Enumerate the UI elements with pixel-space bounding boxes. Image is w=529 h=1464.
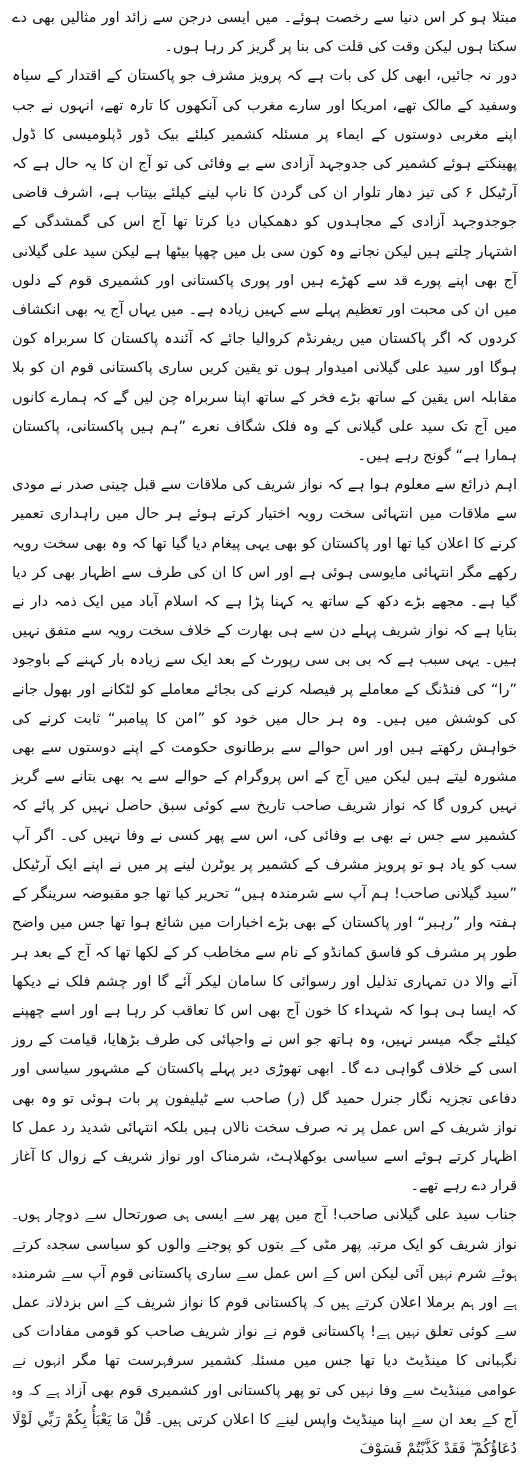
article-paragraph-2: دور نہ جائیں، ابھی کل کی بات ہے کہ پرویز مشرف جو پاکستان کے اقتدار کے سیاہ وسفید کے مالک تھے، امریکا اور سارے مغرب کی آنکھوں کا تارہ تھے، انہوں نے جب اپنے مغربی دوستوں کے ایماء پر مسئلہ کشمیر کیلئے بیک ڈور ڈپلومیسی کا ڈول پھینکتے ہوئے کشمیر کی جدوجہد آزادی سے بے وفائی کی تو آج ان کا یہ حال ہے کہ آرٹیکل ۶ کی تیز دھار تلوار ان کی گردن کا ناپ لینے کیلئے بیتاب ہے، اشرف قاضی جوجدوجہد آزادی کے مجاہدوں کو دھمکیاں دیا کرتا تھا آج اس کی گمشدگی کے اشتہار چلتے ہیں لیکن نجانے وہ کون سی بل میں چھپا بیٹھا ہے لیکن سید علی گیلانی آج بھی اپنے پورے قد سے کھڑے ہیں اور پوری پاکستانی اور کشمیری قوم کے دلوں میں ان کی محبت اور تعظیم پہلے سے کہیں زیادہ ہے۔ میں یہاں آج یہ بھی انکشاف کردوں کہ اگر پاکستان میں ریفرنڈم کروالیا جائے کہ آئندہ پاکستان کا سربراہ کون ہوگا اور سید علی گیلانی امیدوار ہوں تو یقین کریں ساری پاکستانی قوم ان کو بلا مقابلہ اس یقین کے ساتھ بڑے فخر کے ساتھ اپنا سربراہ چن لیں گے کہ ہمارے کانوں میں آج تک سید علی گیلانی کے وہ فلک شگاف نعرے ”ہم ہیں پاکستانی، پاکستان ہمارا ہے“ گونج رہے ہیں۔ [12,68,517,465]
article-paragraph-3: اہم ذرائع سے معلوم ہوا ہے کہ نواز شریف کی ملاقات سے قبل چینی صدر نے مودی سے ملاقات میں انتہائی سخت رویہ اختیار کرتے ہوئے ہر حال میں راہداری تعمیر کرنے کا اعلان کیا تھا اور پاکستان کو بھی یہی پیغام دیا گیا تھا کہ وہ بھی سخت رویہ رکھے مگر انتہائی مایوسی ہوئی ہے اور اس کا ان کی طرف سے اظہار بھی کر دیا گیا ہے۔ مجھے بڑے دکھ کے ساتھ یہ کہنا پڑا ہے کہ اسلام آباد میں ایک ذمہ دار نے بتایا ہے کہ نواز شریف پہلے دن سے ہی بھارت کے خلاف سخت رویہ سے متفق نہیں ہیں۔ یہی سبب ہے کہ بی بی سی رپورٹ کے بعد ایک سے زیادہ بار کہنے کے باوجود ”را“ کی فنڈنگ کے معاملے پر فیصلہ کرنے کی بجائے معاملے کو لٹکانے اور بھول جانے کی کوشش میں ہیں۔ وہ ہر حال میں خود کو ”امن کا پیامبر“ ثابت کرنے کی خواہش رکھتے ہیں اور اس حوالے سے برطانوی حکومت کے اپنے دوستوں سے بھی مشورہ لیتے ہیں لیکن میں آج کے اس پروگرام کے حوالے سے یہ بھی بتانے سے گریز نہیں کروں گا کہ نواز شریف صاحب تاریخ سے کوئی سبق حاصل نہیں کر پائے کہ کشمیر سے جس نے بھی بے وفائی کی، اس سے پھر کسی نے وفا نہیں کی۔ اگر آپ سب کو یاد ہو تو پرویز مشرف کے کشمیر پر یوٹرن لینے پر میں نے اپنے ایک آرٹیکل ”سید گیلانی صاحب! ہم آپ سے شرمندہ ہیں“ تحریر کیا تھا جو مقبوضہ سرینگر کے ہفتہ وار ”رہبر“ اور پاکستان کے بھی بڑے اخبارات میں شائع ہوا تھا جس میں واضح طور پر مشرف کو فاسق کمانڈو کے نام سے مخاطب کر کے لکھا تھا کہ آج کے بعد ہر آنے والا دن تمہاری تذلیل اور رسوائی کا سامان لیکر آئے گا اور چشم فلک نے دیکھا کہ ایسا ہی ہوا کہ شہداء کا خون آج بھی اس کا تعاقب کر رہا ہے اور اسے چھپنے کیلئے جگہ میسر نہیں، وہ ہاتھ جو اس نے واجپائی کی طرف بڑھایا، قیامت کے روز اسی کے خلاف گواہی دے گا۔ ابھی تھوڑی دیر پہلے پاکستان کے مشہور سیاسی اور دفاعی تجزیہ نگار جنرل حمید گل (ر) صاحب سے ٹیلیفون پر بات ہوئی تو وہ بھی نواز شریف کے اس عمل پر نہ صرف سخت نالاں ہیں بلکہ انتہائی شدید رد عمل کا اظہار کرتے ہوئے اسے سیاسی بوکھلاہٹ، شرمناک اور نواز شریف کے زوال کا آغاز قرار دے رہے تھے۔ [12,477,517,1195]
article-paragraph-1: مبتلا ہو کر اس دنیا سے رخصت ہوئے۔ میں ایسی درجن سے زائد اور مثالیں بھی دے سکتا ہوں لیکن وقت کی قلت کی بنا پر گریز کر رہا ہوں۔ [12,10,517,56]
article-paragraph-4: جناب سید علی گیلانی صاحب! آج میں پھر سے ایسی ہی صورتحال سے دوچار ہوں۔ نواز شریف کو ایک مرتبہ پھر مٹی کے بتوں کو پوجنے والوں کو سیاسی سجدہ کرتے ہوئے شرم نہیں آئی لیکن اس کے اس عمل سے ساری پاکستانی قوم آپ سے شرمندہ ہے اور ہم برملا اعلان کرتے ہیں کہ پاکستانی قوم کا نواز شریف کے اس بزدلانہ عمل سے کوئی تعلق نہیں ہے! پاکستانی قوم نے نواز شریف صاحب کو قومی مفادات کی نگہبانی کا مینڈیٹ دیا تھا جس میں مسئلہ کشمیر سرفہرست تھا مگر انہوں نے عوامی مینڈیٹ سے وفا نہیں کی تو پھر پاکستانی اور کشمیری قوم بھی آزاد ہے کہ وہ آج کے بعد ان سے اپنا مینڈیٹ واپس لینے کا اعلان کرتی ہیں۔ قُلْ مَا يَعْبَأُ بِكُمْ رَبِّي لَوْلَا دُعَاؤُكُمْ ۖ فَقَدْ كَذَّبْتُمْ فَسَوْفَ [12,1207,517,1457]
